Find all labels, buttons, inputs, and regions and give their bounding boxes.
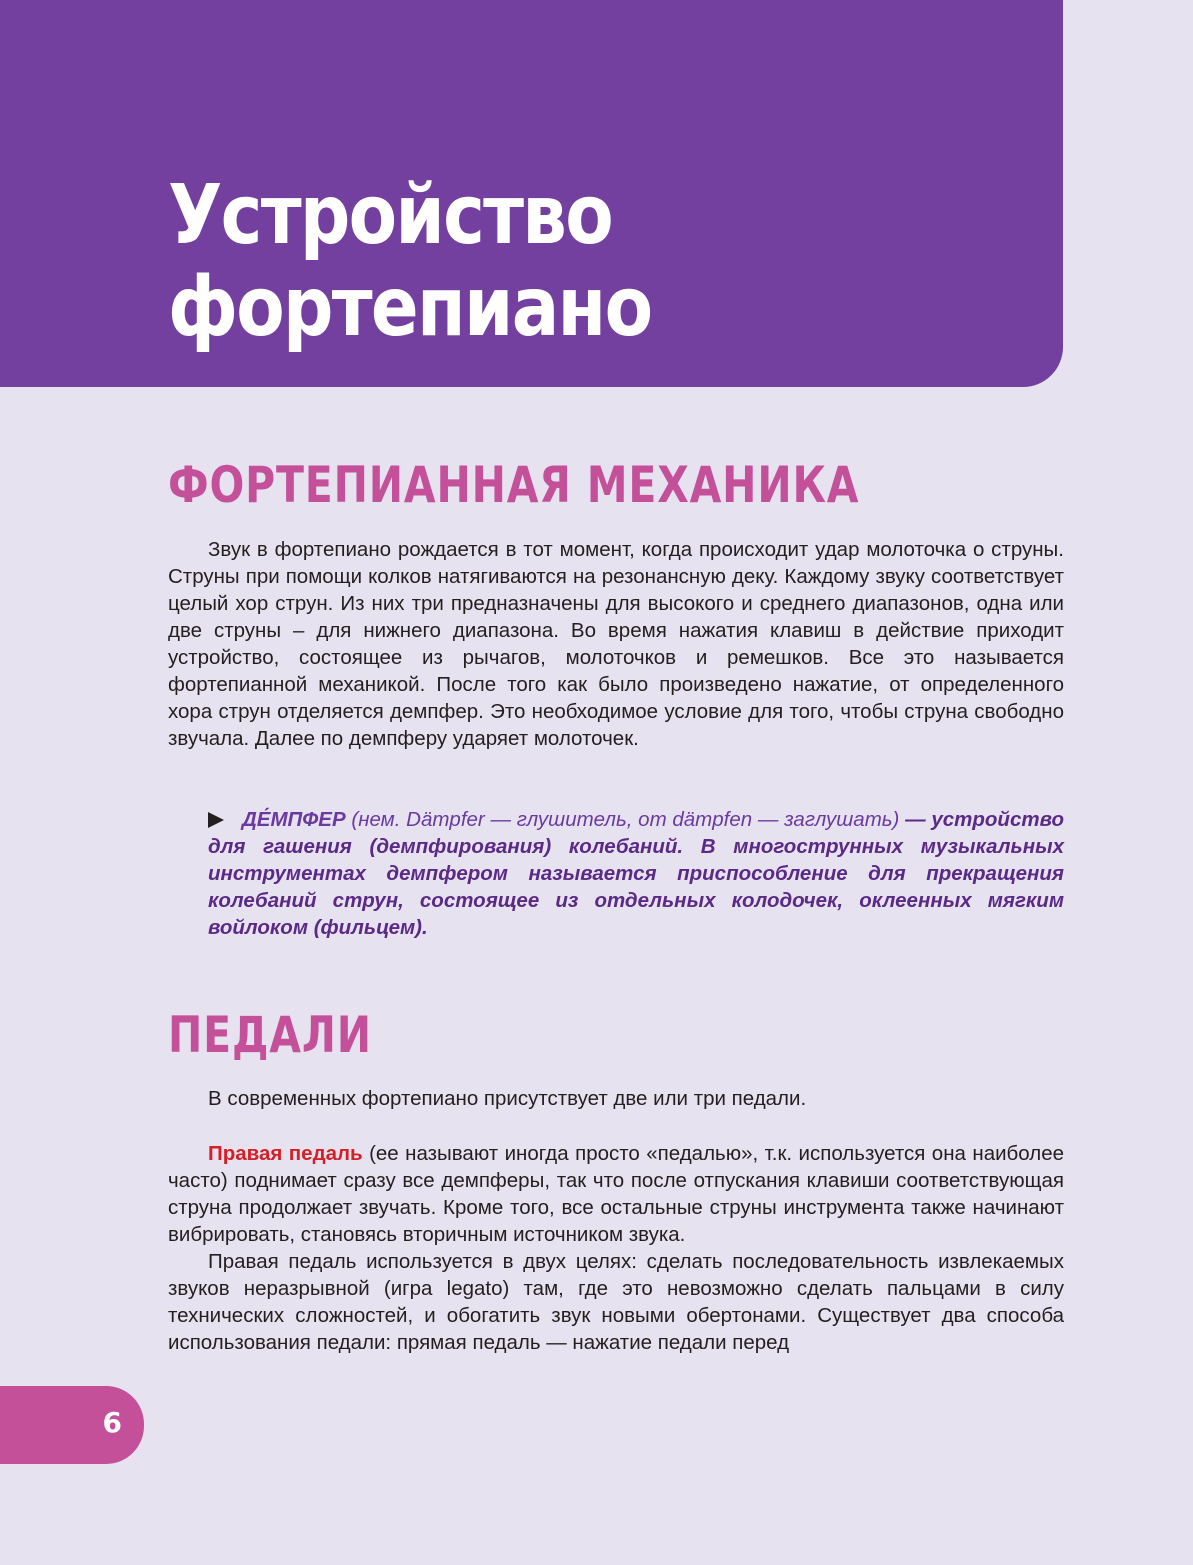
definition-block: [208, 806, 1064, 941]
triangle-bullet-icon: [208, 812, 224, 828]
pedals-text: [168, 1140, 1064, 1356]
right-pedal-paragraph: [168, 1140, 1064, 1248]
chapter-title-line1: Устройство: [168, 168, 612, 263]
definition-etymology: (нем. Dämpfer — глушитель, от dämpfen — заглушать): [351, 808, 900, 831]
mechanics-text: [168, 536, 1064, 752]
pedal-usage-paragraph: Правая педаль используется в двух целях: сделать последовательность извлекаемых звуков неразрывной (игра legato) там, где это невозможно сделать пальцами в силу технических сложностей, и обогатить звук новыми обертонами. Существует два способа использования педали: прямая педаль — нажатие педали перед: [168, 1250, 1064, 1354]
section-heading-pedals: ПЕДАЛИ: [168, 1006, 372, 1064]
definition-term: ДЕ́МПФЕР: [242, 808, 346, 831]
right-pedal-label: Правая педаль: [208, 1142, 363, 1165]
pedals-intro: В современных фортепиано присутствует две или три педали.: [208, 1087, 807, 1110]
page-number: 6: [102, 1406, 122, 1439]
chapter-title-line2: фортепиано: [168, 260, 652, 355]
page-number-tab: [0, 1386, 144, 1464]
definition-text: — устройство для гашения (демпфирования) колебаний. В многострунных музыкальных инструментах демпфером называется приспособление для прекращения колебаний струн, состоящее из отдельных колодочек, оклеенных мягким войлоком (фильцем).: [208, 808, 1064, 939]
right-pedal-text: (ее называют иногда просто «педалью», т.к. используется она наиболее часто) поднимает сразу все демпферы, так что после отпускания клавиши соответствующая струна продолжает звучать. Кроме того, все остальные струны инструмента также начинают вибрировать, становясь вторичным источником звука.: [168, 1142, 1065, 1246]
pedals-intro-block: [168, 1085, 1064, 1112]
mechanics-paragraph: Звук в фортепиано рождается в тот момент, когда происходит удар молоточка о струны. Струны при помощи колков натягиваются на резонансную деку. Каждому звуку соответствует целый хор струн. Из них три предназначены для высокого и среднего диапазонов, одна или две струны – для нижнего диапазона. Во время нажатия клавиш в действие приходит устройство, состоящее из рычагов, молоточков и ремешков. Все это называется фортепианной механикой. После того как было произведено нажатие, от определенного хора струн отделяется демпфер. Это необходимое условие для того, чтобы струна свободно звучала. Далее по демпферу ударяет молоточек.: [168, 538, 1064, 750]
chapter-title: [168, 170, 651, 354]
section-heading-mechanics: ФОРТЕПИАННАЯ МЕХАНИКА: [168, 456, 860, 514]
